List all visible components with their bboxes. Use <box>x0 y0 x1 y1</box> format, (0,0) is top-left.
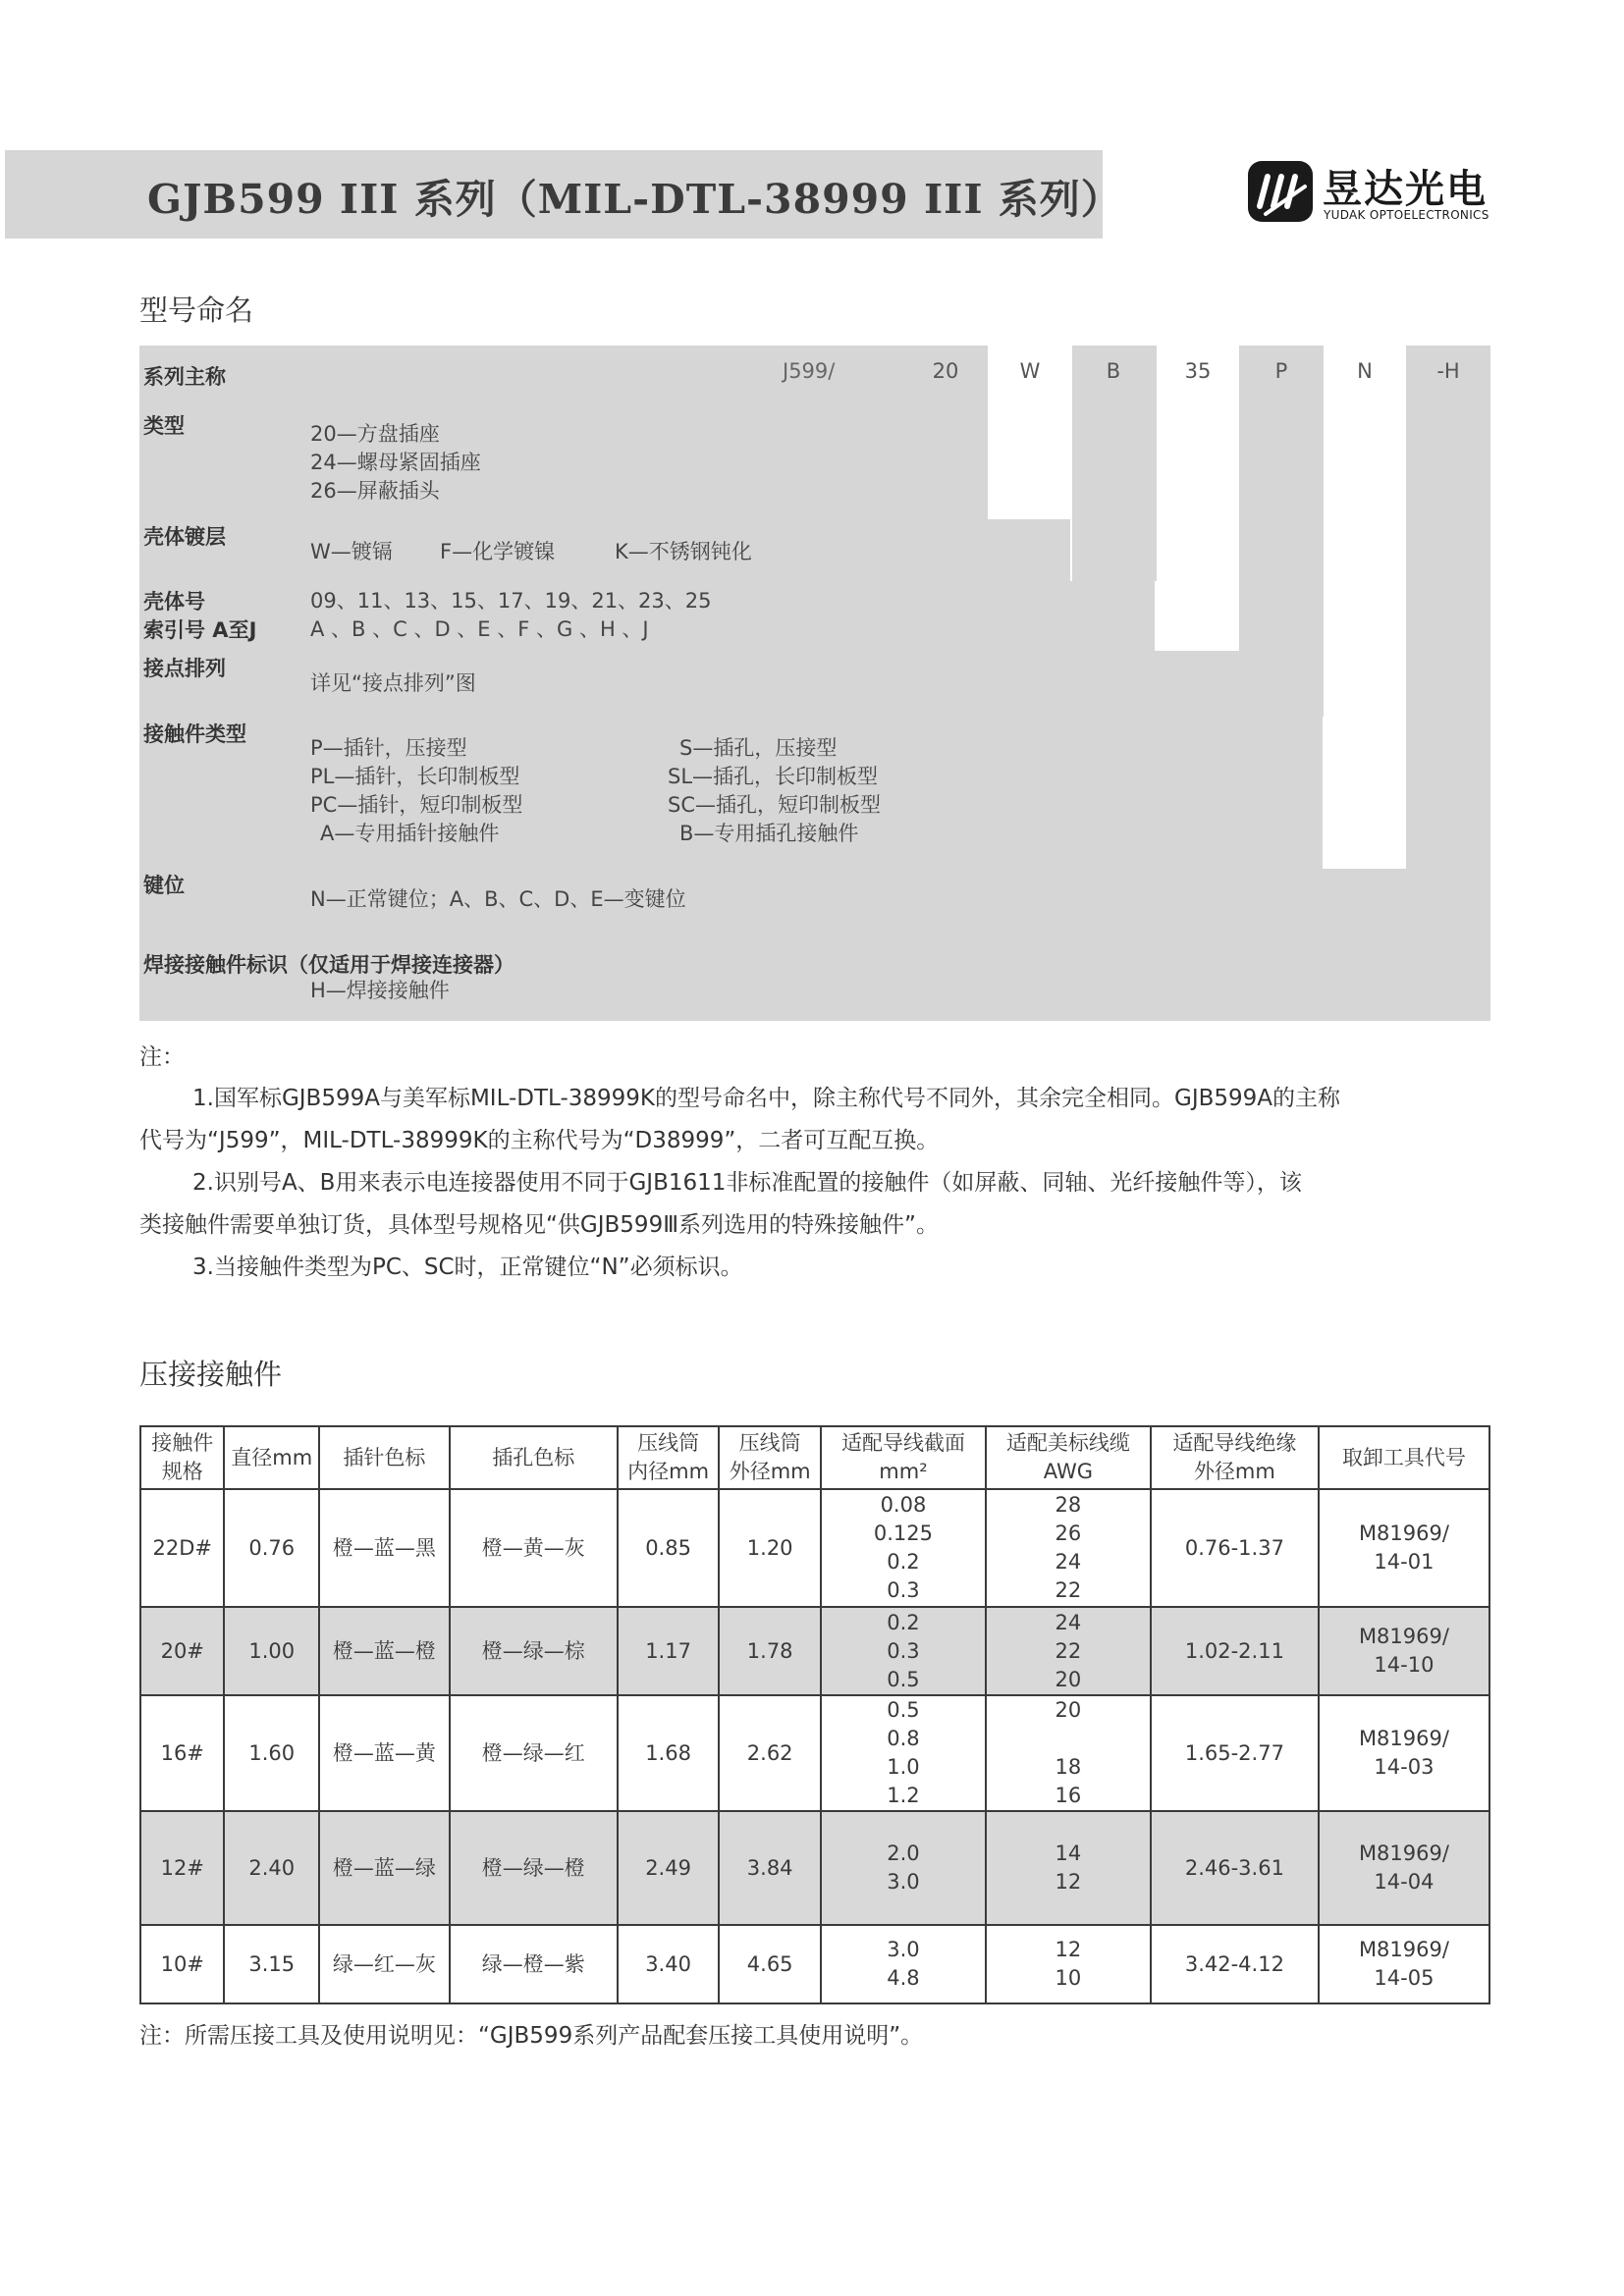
section-value: 0.8 <box>887 1727 920 1750</box>
contact-type-item: PL—插针，长印制板型 <box>310 765 520 788</box>
table-row <box>140 1489 1489 1607</box>
cell-socket: 橙—绿—棕 <box>450 1607 618 1695</box>
awg-value: 12 <box>1055 1870 1082 1894</box>
code-shell-type: 20 <box>932 359 959 383</box>
crimp-footnote: 注：所需压接工具及使用说明见：“GJB599系列产品配套压接工具使用说明”。 <box>139 2023 924 2049</box>
table-header-cell <box>986 1426 1151 1489</box>
cell-size: 16# <box>140 1695 224 1811</box>
header-line: 压线筒 <box>637 1431 700 1455</box>
header-line: 取卸工具代号 <box>1341 1445 1466 1469</box>
section-value: 0.5 <box>887 1667 920 1691</box>
awg-value: 28 <box>1055 1493 1082 1517</box>
type-item: 26—屏蔽插头 <box>310 479 440 503</box>
logo-text-en: YUDAK OPTOELECTRONICS <box>1324 208 1489 222</box>
weld-label: 焊接接触件标识（仅适用于焊接连接器） <box>143 953 514 977</box>
tool-code-line: 14-04 <box>1374 1870 1435 1894</box>
cell-dia: 2.40 <box>224 1811 319 1925</box>
cell-insulation: 3.42-4.12 <box>1151 1925 1319 2003</box>
awg-value <box>987 1725 1150 1753</box>
tool-code-line: M81969/ <box>1358 1938 1449 1961</box>
cell-section <box>821 1811 986 1925</box>
arrangement-text: 详见“接点排列”图 <box>310 671 476 695</box>
header-line: 外径mm <box>729 1460 811 1483</box>
cell-pin: 橙—蓝—绿 <box>319 1811 450 1925</box>
key-label: 键位 <box>143 874 185 897</box>
plating-bar <box>139 519 1070 581</box>
awg-value: 14 <box>1055 1842 1082 1865</box>
section-value: 1.0 <box>887 1755 920 1779</box>
cell-section <box>821 1607 986 1695</box>
cell-tool <box>1319 1607 1489 1695</box>
awg-value: 20 <box>1055 1698 1082 1722</box>
code-shell-index: B <box>1106 359 1121 383</box>
note-line: 1.国军标GJB599A与美军标MIL-DTL-38999K的型号命名中，除主称代号不同外，其余完全相同。GJB599A的主称 <box>192 1086 1341 1111</box>
tool-code-line: M81969/ <box>1358 1727 1449 1750</box>
notes-title: 注： <box>139 1044 185 1070</box>
naming-heading: 型号命名 <box>139 294 254 327</box>
code-col-4-strip <box>1157 408 1239 581</box>
cell-insulation: 1.65-2.77 <box>1151 1695 1319 1811</box>
arrangement-bar <box>139 651 1239 717</box>
cell-pin: 绿—红—灰 <box>319 1925 450 2003</box>
section-value: 0.2 <box>887 1610 920 1634</box>
plating-item: K—不锈钢钝化 <box>615 540 752 563</box>
type-item: 20—方盘插座 <box>310 422 440 446</box>
table-header-cell <box>1319 1426 1489 1489</box>
cell-size: 22D# <box>140 1489 224 1607</box>
series-code: J599/ <box>783 359 836 383</box>
logo-text-cn: 昱达光电 <box>1323 167 1488 212</box>
cell-inner: 3.40 <box>618 1925 720 2003</box>
header-line: 适配导线截面 <box>840 1431 965 1455</box>
cell-outer: 2.62 <box>719 1695 821 1811</box>
cell-tool <box>1319 1695 1489 1811</box>
awg-value: 18 <box>1055 1755 1082 1779</box>
plating-item: W—镀镉 <box>310 540 393 563</box>
cell-outer: 1.78 <box>719 1607 821 1695</box>
cell-inner: 1.68 <box>618 1695 720 1811</box>
type-item: 24—螺母紧固插座 <box>310 451 481 474</box>
section-value: 1.2 <box>887 1784 920 1807</box>
cell-socket: 绿—橙—紫 <box>450 1925 618 2003</box>
contact-type-item: B—专用插孔接触件 <box>679 822 859 845</box>
code-weld: -H <box>1436 359 1460 383</box>
header-line: 适配美标线缆 <box>1005 1431 1130 1455</box>
table-row <box>140 1811 1489 1925</box>
cell-inner: 2.49 <box>618 1811 720 1925</box>
code-contact-type: P <box>1274 359 1288 383</box>
code-key: N <box>1357 359 1373 383</box>
cell-inner: 0.85 <box>618 1489 720 1607</box>
cell-insulation: 0.76-1.37 <box>1151 1489 1319 1607</box>
tool-code-line: M81969/ <box>1358 1625 1449 1648</box>
key-text: N—正常键位；A、B、C、D、E—变键位 <box>310 887 686 911</box>
crimp-contact-table <box>139 1425 1490 2004</box>
section-value: 0.2 <box>887 1550 920 1574</box>
contact-type-item: SL—插孔，长印制板型 <box>668 765 879 788</box>
cell-dia: 1.00 <box>224 1607 319 1695</box>
cell-outer: 4.65 <box>719 1925 821 2003</box>
cell-insulation: 1.02-2.11 <box>1151 1607 1319 1695</box>
cell-awg <box>986 1607 1151 1695</box>
table-row <box>140 1925 1489 2003</box>
header-line: 压线筒 <box>738 1431 801 1455</box>
plating-label: 壳体镀层 <box>143 525 226 549</box>
header-line: 规格 <box>161 1460 203 1483</box>
awg-value: 12 <box>1055 1938 1082 1961</box>
contact-type-item: A—专用插针接触件 <box>320 822 500 845</box>
contact-type-item: P—插针，压接型 <box>310 736 467 760</box>
cell-outer: 1.20 <box>719 1489 821 1607</box>
table-header-cell <box>1151 1426 1319 1489</box>
table-row <box>140 1607 1489 1695</box>
cell-size: 20# <box>140 1607 224 1695</box>
cell-tool <box>1319 1489 1489 1607</box>
cell-outer: 3.84 <box>719 1811 821 1925</box>
cell-dia: 3.15 <box>224 1925 319 2003</box>
table-header-cell <box>224 1426 319 1489</box>
cell-size: 10# <box>140 1925 224 2003</box>
cell-pin: 橙—蓝—橙 <box>319 1607 450 1695</box>
table-header-row <box>140 1426 1489 1489</box>
cell-awg <box>986 1695 1151 1811</box>
code-col-5 <box>1239 346 1324 717</box>
arrangement-label: 接点排列 <box>143 657 226 680</box>
table-header-cell <box>618 1426 720 1489</box>
tool-code-line: 14-10 <box>1374 1653 1435 1677</box>
table-header-cell <box>719 1426 821 1489</box>
cell-dia: 1.60 <box>224 1695 319 1811</box>
cell-pin: 橙—蓝—黑 <box>319 1489 450 1607</box>
note-line: 2.识别号A、B用来表示电连接器使用不同于GJB1611非标准配置的接触件（如屏蔽、同轴、光纤接触件等），该 <box>192 1170 1302 1196</box>
awg-value: 20 <box>1055 1667 1082 1691</box>
cell-awg <box>986 1489 1151 1607</box>
page-title: GJB599 III 系列（MIL-DTL-38999 III 系列） <box>147 176 1122 223</box>
header-line: 外径mm <box>1193 1460 1275 1483</box>
section-value: 3.0 <box>887 1938 920 1961</box>
header-line: 插孔色标 <box>492 1445 575 1469</box>
section-value: 0.125 <box>873 1522 934 1545</box>
awg-value: 22 <box>1055 1578 1082 1602</box>
cell-section <box>821 1489 986 1607</box>
table-header-cell <box>821 1426 986 1489</box>
header-line: mm² <box>879 1460 928 1483</box>
contact-type-item: PC—插针，短印制板型 <box>310 793 523 817</box>
yudak-logo-icon <box>1246 157 1315 226</box>
type-bar <box>139 408 988 519</box>
cell-insulation: 2.46-3.61 <box>1151 1811 1319 1925</box>
section-value: 4.8 <box>887 1966 920 1990</box>
tool-code-line: M81969/ <box>1358 1842 1449 1865</box>
section-value: 2.0 <box>887 1842 920 1865</box>
code-arrangement: 35 <box>1184 359 1212 383</box>
section-value: 0.3 <box>887 1578 920 1602</box>
tool-code-line: 14-01 <box>1374 1550 1435 1574</box>
contact-type-label: 接触件类型 <box>143 722 246 746</box>
tool-code-line: M81969/ <box>1358 1522 1449 1545</box>
tool-code-line: 14-05 <box>1374 1966 1435 1990</box>
tool-code-line: 14-03 <box>1374 1755 1435 1779</box>
shell-size-label: 壳体号 <box>143 590 205 614</box>
code-col-7 <box>1406 346 1490 933</box>
cell-pin: 橙—蓝—黄 <box>319 1695 450 1811</box>
code-col-6-strip <box>1324 408 1406 717</box>
cell-tool <box>1319 1925 1489 2003</box>
section-value: 0.5 <box>887 1698 920 1722</box>
header-line: 插针色标 <box>343 1445 426 1469</box>
code-col-2-strip <box>988 408 1072 519</box>
note-line: 类接触件需要单独订货，具体型号规格见“供GJB599Ⅲ系列选用的特殊接触件”。 <box>139 1212 939 1238</box>
plating-item: F—化学镀镍 <box>440 540 556 563</box>
awg-value: 24 <box>1055 1550 1082 1574</box>
section-value: 0.3 <box>887 1638 920 1663</box>
cell-tool <box>1319 1811 1489 1925</box>
weld-text: H—焊接接触件 <box>310 979 450 1002</box>
awg-value: 26 <box>1055 1522 1082 1545</box>
cell-socket: 橙—绿—橙 <box>450 1811 618 1925</box>
header-line: 适配导线绝缘 <box>1172 1431 1297 1455</box>
header-line: AWG <box>1043 1460 1094 1483</box>
code-plating: W <box>1019 359 1041 383</box>
cell-awg <box>986 1925 1151 2003</box>
section-value: 3.0 <box>887 1870 920 1894</box>
type-label: 类型 <box>143 414 185 438</box>
cell-section <box>821 1695 986 1811</box>
contact-type-item: SC—插孔，短印制板型 <box>668 793 881 817</box>
shell-index-values: A 、B 、C 、D 、E 、F 、G 、H 、J <box>310 617 649 641</box>
cell-dia: 0.76 <box>224 1489 319 1607</box>
header-line: 内径mm <box>627 1460 710 1483</box>
awg-value: 16 <box>1055 1784 1082 1807</box>
shell-index-label: 索引号 A至J <box>143 618 257 642</box>
cell-inner: 1.17 <box>618 1607 720 1695</box>
table-row <box>140 1695 1489 1811</box>
table-header-cell <box>319 1426 450 1489</box>
crimp-heading: 压接接触件 <box>139 1358 283 1391</box>
awg-value: 24 <box>1055 1610 1082 1634</box>
cell-socket: 橙—黄—灰 <box>450 1489 618 1607</box>
contact-type-item: S—插孔，压接型 <box>679 736 838 760</box>
table-header-cell <box>450 1426 618 1489</box>
shell-sizes: 09、11、13、15、17、19、21、23、25 <box>310 589 712 613</box>
cell-socket: 橙—绿—红 <box>450 1695 618 1811</box>
cell-section <box>821 1925 986 2003</box>
note-line: 3.当接触件类型为PC、SC时，正常键位“N”必须标识。 <box>192 1255 743 1280</box>
awg-value: 22 <box>1055 1638 1082 1663</box>
section-value: 0.08 <box>880 1493 927 1517</box>
cell-awg <box>986 1811 1151 1925</box>
note-line: 代号为“J599”，MIL-DTL-38999K的主称代号为“D38999”，二者可互配互换。 <box>139 1128 940 1153</box>
header-line: 直径mm <box>231 1445 313 1469</box>
header-line: 接触件 <box>151 1431 214 1455</box>
series-label: 系列主称 <box>143 365 226 389</box>
awg-value: 10 <box>1055 1966 1082 1990</box>
table-header-cell <box>140 1426 224 1489</box>
cell-size: 12# <box>140 1811 224 1925</box>
